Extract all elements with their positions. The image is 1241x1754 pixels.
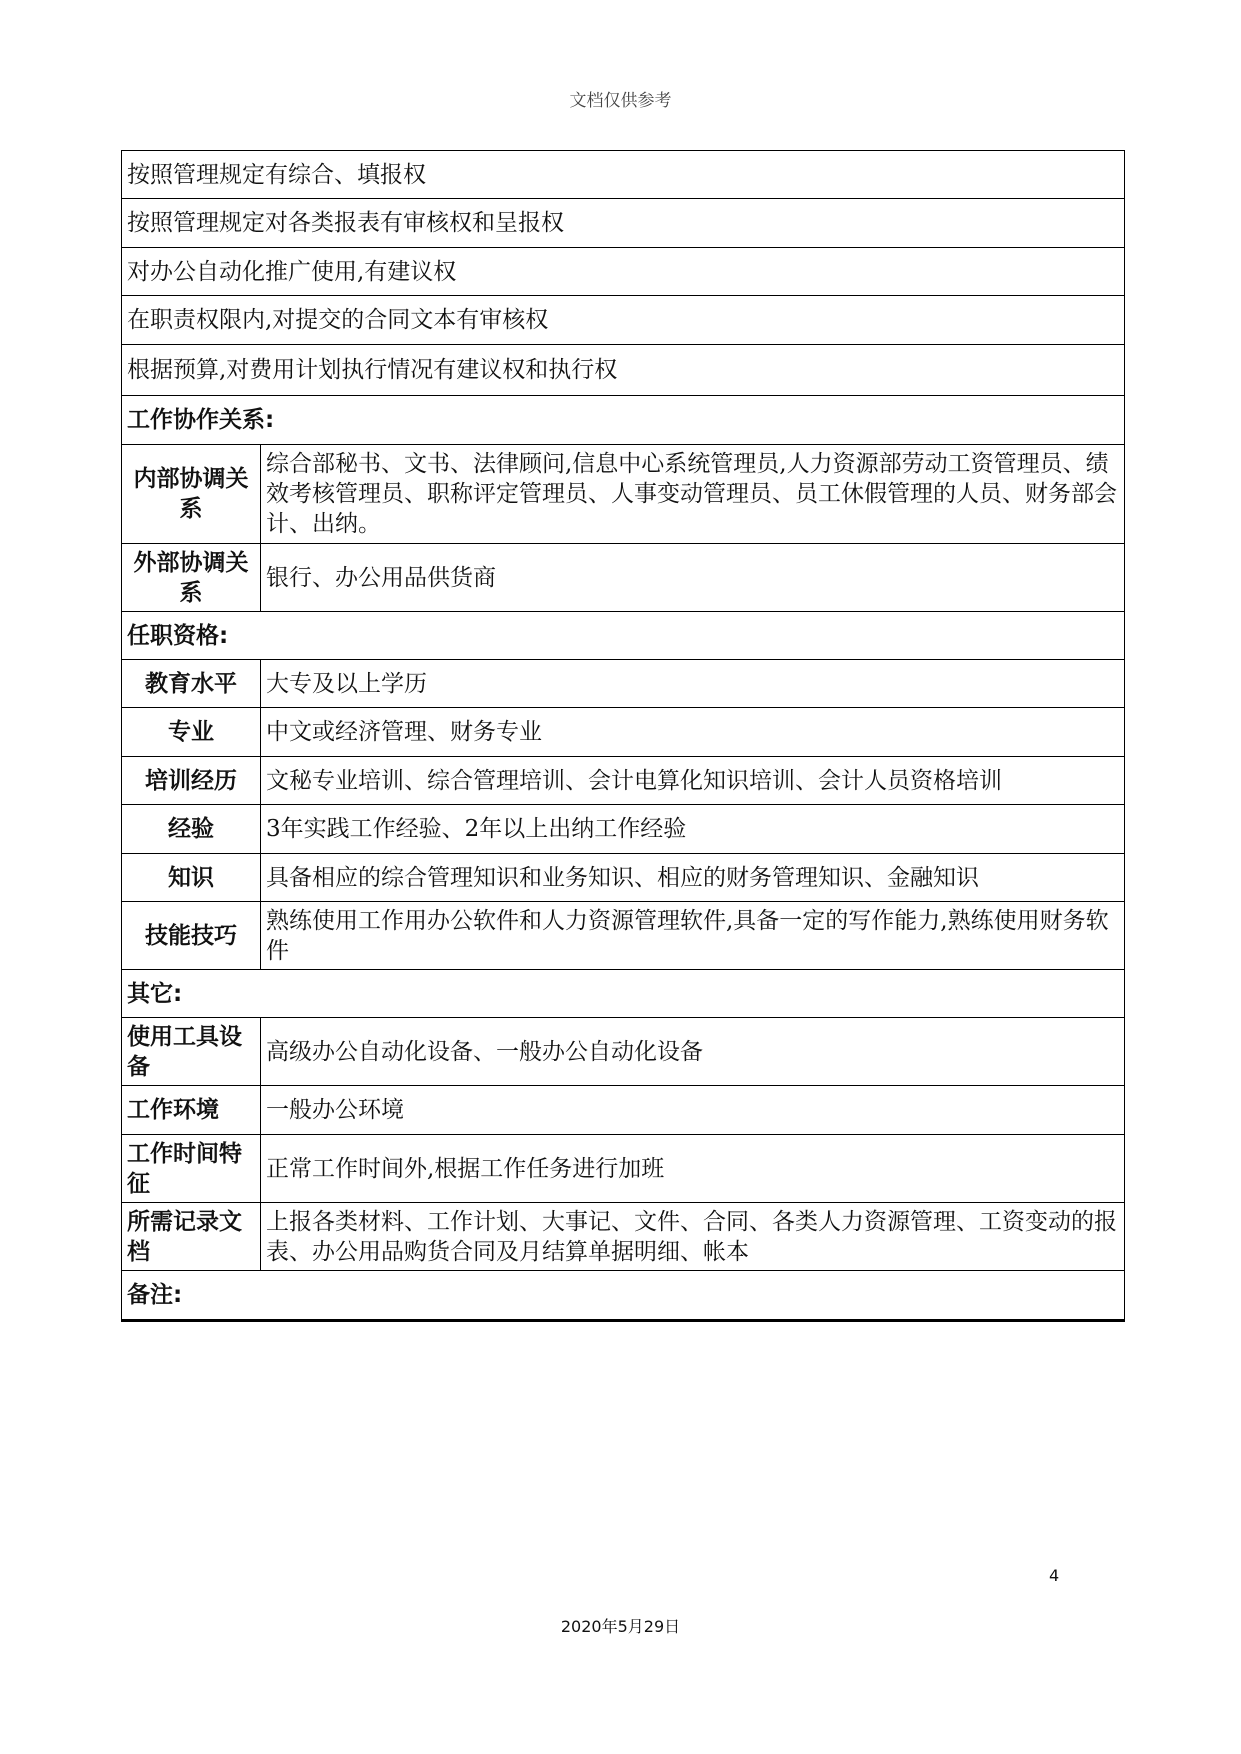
- row-label: 外部协调关系: [122, 544, 261, 612]
- page-number: 4: [1049, 1566, 1060, 1585]
- row-label: 经验: [122, 805, 261, 854]
- section-cooperation-header: [122, 396, 1125, 445]
- authority-row: [122, 296, 1125, 345]
- footer-date: 2020年5月29日: [560, 1617, 681, 1636]
- row-value: 正常工作时间外,根据工作任务进行加班: [261, 1135, 1125, 1203]
- authority-row: [122, 151, 1125, 199]
- authority-item: 按照管理规定对各类报表有审核权和呈报权: [122, 199, 1125, 248]
- row-label: 所需记录文档: [122, 1203, 261, 1271]
- authority-item: 根据预算,对费用计划执行情况有建议权和执行权: [122, 345, 1125, 396]
- table-row: [122, 544, 1125, 612]
- row-value: 熟练使用工作用办公软件和人力资源管理软件,具备一定的写作能力,熟练使用财务软件: [261, 902, 1125, 970]
- authority-item: 在职责权限内,对提交的合同文本有审核权: [122, 296, 1125, 345]
- authority-row: [122, 345, 1125, 396]
- table-row: [122, 1203, 1125, 1271]
- row-value: 具备相应的综合管理知识和业务知识、相应的财务管理知识、金融知识: [261, 854, 1125, 902]
- row-value: 综合部秘书、文书、法律顾问,信息中心系统管理员,人力资源部劳动工资管理员、绩效考核管理员、职称评定管理员、人事变动管理员、员工休假管理的人员、财务部会计、出纳。: [261, 445, 1125, 544]
- row-label: 工作环境: [122, 1086, 261, 1135]
- table-row: [122, 902, 1125, 970]
- row-label: 使用工具设备: [122, 1018, 261, 1086]
- table-row: [122, 1086, 1125, 1135]
- row-label: 培训经历: [122, 757, 261, 805]
- row-value: 银行、办公用品供货商: [261, 544, 1125, 612]
- table-row: [122, 1135, 1125, 1203]
- authority-row: [122, 199, 1125, 248]
- row-value: 中文或经济管理、财务专业: [261, 708, 1125, 757]
- authority-item: 按照管理规定有综合、填报权: [122, 151, 1125, 199]
- section-title: 工作协作关系:: [122, 396, 1125, 445]
- section-title: 备注:: [122, 1271, 1125, 1321]
- authority-row: [122, 248, 1125, 296]
- section-title: 任职资格:: [122, 612, 1125, 660]
- row-label: 技能技巧: [122, 902, 261, 970]
- table-row: [122, 445, 1125, 544]
- table-row: [122, 708, 1125, 757]
- row-value: 大专及以上学历: [261, 660, 1125, 708]
- row-label: 知识: [122, 854, 261, 902]
- row-label: 工作时间特征: [122, 1135, 261, 1203]
- table-row: [122, 757, 1125, 805]
- page-header-note: 文档仅供参考: [569, 91, 672, 111]
- row-label: 内部协调关系: [122, 445, 261, 544]
- section-remarks-header: [122, 1271, 1125, 1321]
- row-label: 专业: [122, 708, 261, 757]
- row-value: 上报各类材料、工作计划、大事记、文件、合同、各类人力资源管理、工资变动的报表、办公用品购货合同及月结算单据明细、帐本: [261, 1203, 1125, 1271]
- row-value: 高级办公自动化设备、一般办公自动化设备: [261, 1018, 1125, 1086]
- authority-item: 对办公自动化推广使用,有建议权: [122, 248, 1125, 296]
- section-title: 其它:: [122, 970, 1125, 1018]
- row-value: 3年实践工作经验、2年以上出纳工作经验: [261, 805, 1125, 854]
- section-qualification-header: [122, 612, 1125, 660]
- row-value: 一般办公环境: [261, 1086, 1125, 1135]
- section-other-header: [122, 970, 1125, 1018]
- table-row: [122, 660, 1125, 708]
- row-value: 文秘专业培训、综合管理培训、会计电算化知识培训、会计人员资格培训: [261, 757, 1125, 805]
- table-row: [122, 854, 1125, 902]
- table-row: [122, 805, 1125, 854]
- job-description-table: [121, 150, 1125, 1322]
- row-label: 教育水平: [122, 660, 261, 708]
- table-row: [122, 1018, 1125, 1086]
